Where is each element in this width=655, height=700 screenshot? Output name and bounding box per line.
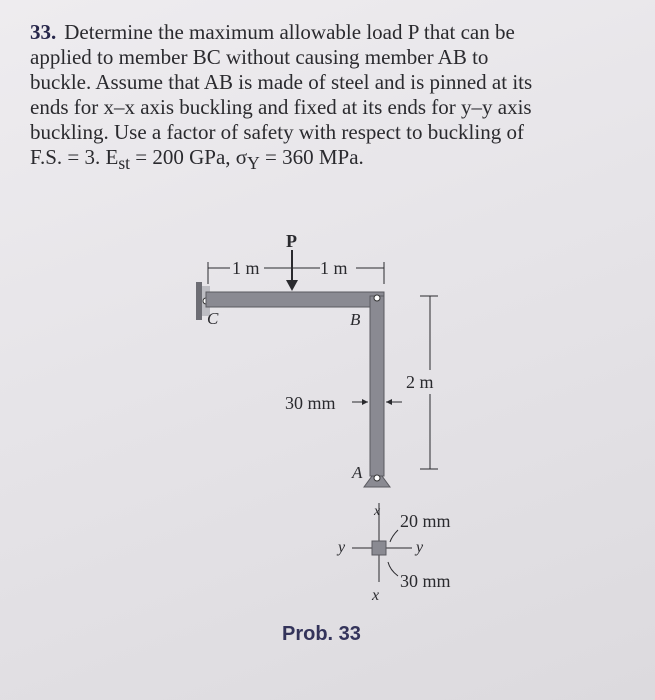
problem-text-6: F.S. = 3. E (30, 145, 119, 169)
problem-text-2: applied to member BC without causing member AB to (30, 45, 489, 69)
problem-number: 33. (30, 20, 57, 44)
modulus-subscript: st (118, 153, 131, 174)
width-arrowhead-right-icon (386, 399, 392, 405)
label-c: C (207, 309, 219, 328)
axis-y-right: y (416, 539, 424, 556)
section-width-label: 30 mm (400, 571, 451, 591)
label-a: A (352, 463, 363, 482)
pin-b-icon (374, 295, 380, 301)
problem-text-5: buckling. Use a factor of safety with respect to buckling of (30, 120, 524, 144)
dim-width-label: 30 mm (285, 393, 336, 413)
problem-text-4: ends for x–x axis buckling and fixed at its ends for y–y axis (30, 95, 532, 119)
member-ab (370, 296, 384, 476)
problem-text-6b: = 200 GPa, σ (130, 145, 248, 169)
member-bc (206, 292, 384, 307)
dim-height-label: 2 m (406, 372, 434, 392)
dim-left-label: 1 m (232, 258, 260, 278)
cross-section (372, 541, 386, 555)
load-label: P (286, 231, 297, 251)
axis-x-bottom: x (372, 587, 380, 604)
section-depth-label: 20 mm (400, 511, 451, 531)
load-arrowhead-icon (286, 280, 298, 291)
yield-subscript: Y (247, 153, 260, 174)
problem-text-3: buckle. Assume that AB is made of steel and is pinned at its (30, 70, 533, 94)
wall-support (196, 282, 202, 320)
pin-a-icon (374, 475, 380, 481)
axis-x-top: x (374, 504, 381, 519)
axis-y-left: y (338, 539, 346, 556)
figure-caption: Prob. 33 (282, 623, 361, 645)
width-arrowhead-left-icon (362, 399, 368, 405)
label-b: B (350, 310, 361, 329)
dim-right-label: 1 m (320, 258, 348, 278)
width-leader (388, 562, 398, 576)
problem-text-6c: = 360 MPa. (259, 145, 364, 169)
depth-leader (390, 530, 398, 542)
problem-text-1: Determine the maximum allowable load P that can be (64, 20, 515, 44)
